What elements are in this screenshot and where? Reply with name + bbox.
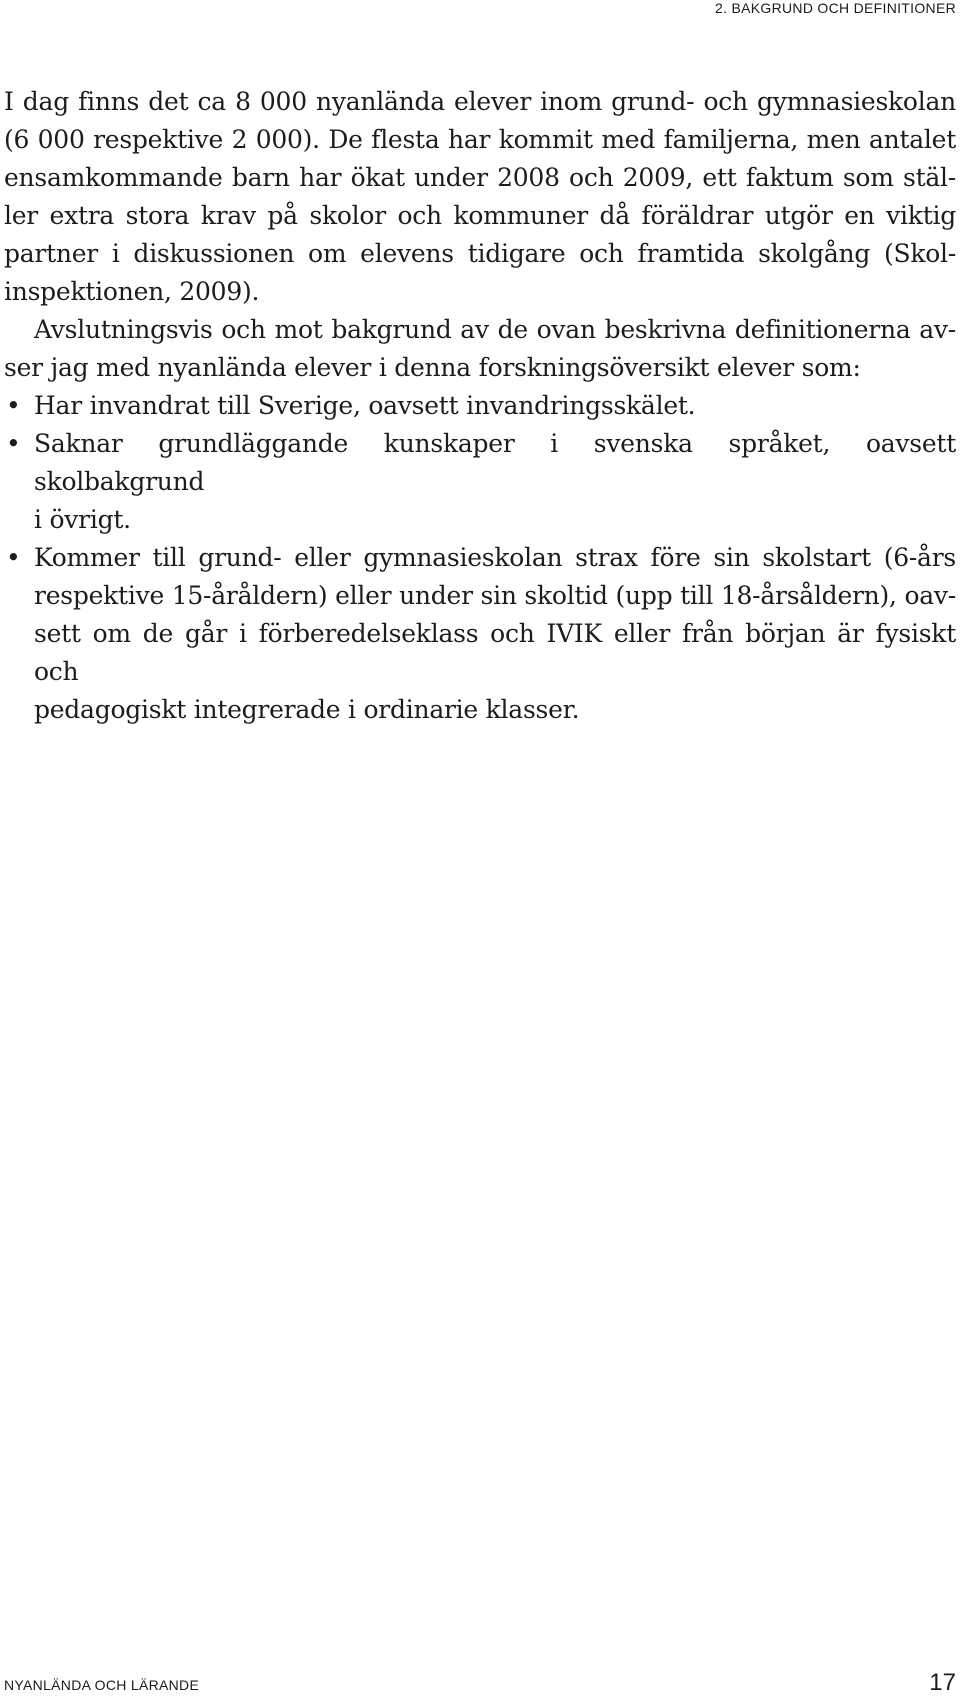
- bullet-marker: •: [6, 543, 21, 572]
- bullet-list: [4, 387, 956, 729]
- paragraph-line: ler extra stora krav på skolor och kommuner då föräldrar utgör en viktig: [4, 201, 956, 230]
- paragraph-line: I dag finns det ca 8 000 nyanlända elever inom grund- och gymnasieskolan: [4, 87, 956, 116]
- bullet-line: respektive 15-åråldern) eller under sin skoltid (upp till 18-årsåldern), oav-: [34, 581, 956, 610]
- bullet-marker: •: [6, 429, 21, 458]
- paragraph-line: Avslutningsvis och mot bakgrund av de ovan beskrivna definitionerna av-: [34, 315, 956, 344]
- bullet-line: Har invandrat till Sverige, oavsett invandringsskälet.: [34, 391, 696, 420]
- page-number: 17: [929, 1669, 956, 1696]
- body-text: [4, 83, 956, 729]
- paragraph-2: [4, 311, 956, 387]
- bullet-line: i övrigt.: [34, 505, 131, 534]
- bullet-line: pedagogiskt integrerade i ordinarie klasser.: [34, 695, 580, 724]
- bullet-marker: •: [6, 391, 21, 420]
- paragraph-line: ser jag med nyanlända elever i denna forskningsöversikt elever som:: [4, 353, 861, 382]
- bullet-line: sett om de går i förberedelseklass och IVIK eller från början är fysiskt och: [34, 619, 956, 686]
- bullet-line: Kommer till grund- eller gymnasieskolan strax före sin skolstart (6-års: [34, 543, 956, 572]
- paragraph-line: (6 000 respektive 2 000). De flesta har kommit med familjerna, men antalet: [4, 125, 956, 154]
- paragraph-1: [4, 83, 956, 311]
- footer-publication-title: NYANLÄNDA OCH LÄRANDE: [4, 1677, 200, 1693]
- list-item: [4, 539, 956, 729]
- list-item: [4, 425, 956, 539]
- bullet-line: Saknar grundläggande kunskaper i svenska språket, oavsett skolbakgrund: [34, 429, 956, 496]
- running-header: 2. BAKGRUND OCH DEFINITIONER: [715, 0, 956, 16]
- paragraph-line: partner i diskussionen om elevens tidigare och framtida skolgång (Skol-: [4, 239, 956, 268]
- paragraph-line: inspektionen, 2009).: [4, 277, 260, 306]
- list-item: [4, 387, 956, 425]
- paragraph-line: ensamkommande barn har ökat under 2008 och 2009, ett faktum som stäl-: [4, 163, 956, 192]
